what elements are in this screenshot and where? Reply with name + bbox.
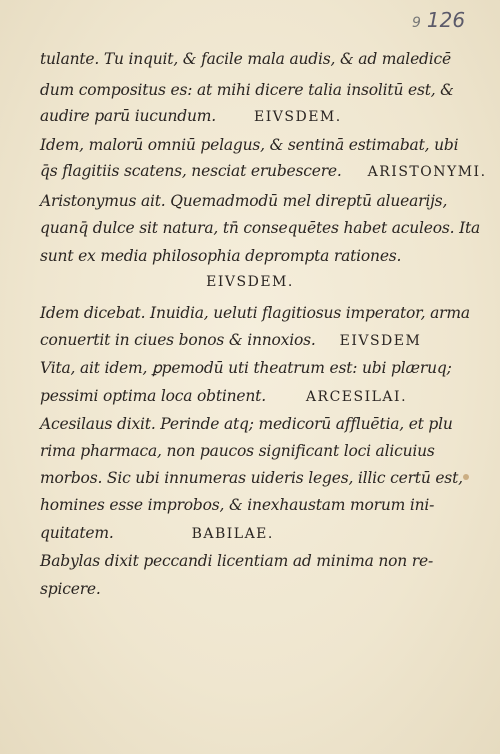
text-line <box>40 162 487 180</box>
text-line: spicere. <box>40 580 101 598</box>
text-line: Idem, malorū omniū pelagus, & sentinā estimabat, ubi <box>40 136 459 154</box>
margin-note-small: 9 <box>412 15 421 31</box>
text-line: sunt ex media philosophia deprompta rationes. <box>40 247 402 265</box>
paper-stain <box>463 474 469 480</box>
text-line-part: pessimi optima loca obtinent. <box>40 387 266 405</box>
text-line-part: q̄s flagitiis scatens, nesciat erubescere. <box>40 162 342 180</box>
text-line <box>40 107 342 125</box>
margin-annotation <box>412 8 465 32</box>
text-line: Idem dicebat. Inuidia, ueluti flagitiosus imperator, arma <box>40 304 470 322</box>
text-line-part: quitatem. <box>40 524 114 542</box>
text-line <box>40 331 421 349</box>
page-number: 126 <box>426 8 466 32</box>
text-line: morbos. Sic ubi innumeras uideris leges, illic certū est, <box>40 469 463 487</box>
text-line: tulante. Tu inquit, & facile mala audis, & ad maledicē <box>40 50 451 68</box>
heading-eiusdem: EIVSDEM. <box>254 109 342 125</box>
text-line: rima pharmaca, non paucos significant loci alicuius <box>40 442 435 460</box>
text-line: quanq̄ dulce sit natura, tn̄ consequētes habet aculeos. Ita <box>40 219 481 237</box>
text-line: Vita, ait idem, ꝑpemodū uti theatrum est: ubi plæruq; <box>40 359 452 377</box>
heading-arcesilai: ARCESILAI. <box>305 389 408 405</box>
text-line <box>40 524 274 542</box>
text-line: Aristonymus ait. Quemadmodū mel direptū aluearijs, <box>40 192 448 210</box>
text-line: homines esse improbos, & inexhaustam morum ini- <box>40 496 435 514</box>
heading-aristonymi: ARISTONYMI. <box>367 164 487 180</box>
heading-eiusdem: EIVSDEM <box>339 333 422 349</box>
heading-babilae: BABILAE. <box>191 526 274 542</box>
text-line: Babylas dixit peccandi licentiam ad minima non re- <box>40 552 434 570</box>
text-line <box>40 387 407 405</box>
text-line: Acesilaus dixit. Perinde atq; medicorū affluētia, et plu <box>40 415 453 433</box>
text-line: dum compositus es: at mihi dicere talia insolitū est, & <box>40 81 454 99</box>
heading-eiusdem: EIVSDEM. <box>206 274 294 290</box>
text-line-part: audire parū iucundum. <box>40 107 217 125</box>
text-line-part: conuertit in ciues bonos & innoxios. <box>40 331 316 349</box>
